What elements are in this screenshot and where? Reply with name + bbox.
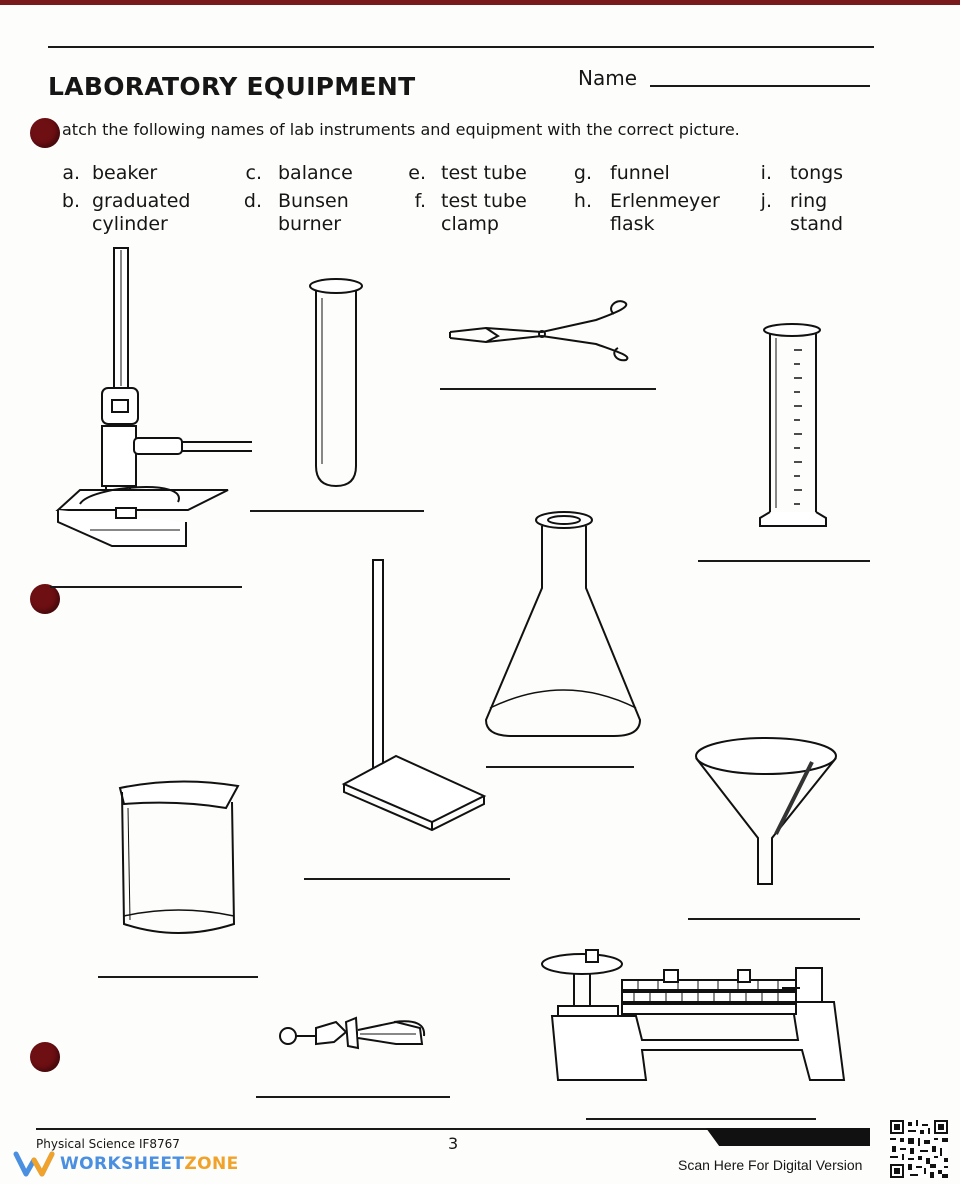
- option-text: funnel: [610, 162, 670, 184]
- hole-punch-bottom: [30, 1042, 60, 1072]
- answer-line[interactable]: [98, 976, 258, 978]
- option-letter: e.: [408, 162, 426, 184]
- answer-line[interactable]: [440, 388, 656, 390]
- ring-stand-figure: [336, 556, 490, 856]
- top-edge: [0, 0, 960, 5]
- brand-name: [60, 1154, 239, 1174]
- answer-line[interactable]: [486, 766, 634, 768]
- option-text: graduated cylinder: [92, 190, 191, 235]
- option-b: [56, 190, 191, 235]
- page-title: LABORATORY EQUIPMENT: [48, 72, 416, 101]
- answer-line[interactable]: [698, 560, 870, 562]
- test-tube-clamp-figure: [276, 1008, 430, 1056]
- option-text: beaker: [92, 162, 158, 184]
- option-letter: b.: [61, 190, 80, 212]
- option-c: [240, 162, 353, 185]
- option-letter: j.: [760, 190, 772, 212]
- option-j: [756, 190, 844, 235]
- answer-line[interactable]: [688, 918, 860, 920]
- option-text: balance: [278, 162, 353, 184]
- option-a: [56, 162, 158, 185]
- option-f: [404, 190, 527, 235]
- answer-line[interactable]: [304, 878, 510, 880]
- option-letter: f.: [414, 190, 426, 212]
- option-text: test tube: [441, 162, 527, 184]
- top-rule: [48, 46, 874, 48]
- option-letter: c.: [245, 162, 262, 184]
- name-label: Name: [578, 66, 638, 90]
- source-label: Physical Science IF8767: [36, 1137, 180, 1151]
- brand-part-2: ZONE: [184, 1154, 239, 1174]
- bunsen-burner-figure: [50, 240, 260, 560]
- balance-figure: [538, 940, 848, 1088]
- footer-bar: [706, 1128, 870, 1146]
- test-tube-figure: [306, 276, 366, 490]
- answer-line[interactable]: [256, 1096, 450, 1098]
- worksheetzone-logo-icon: [14, 1150, 54, 1178]
- brand-part-1: WORKSHEET: [60, 1154, 185, 1174]
- graduated-cylinder-figure: [756, 322, 832, 534]
- funnel-figure: [692, 734, 842, 888]
- option-text: tongs: [790, 162, 844, 184]
- scan-text: Scan Here For Digital Version: [678, 1157, 863, 1173]
- option-text: Bunsen burner: [278, 190, 349, 235]
- option-letter: i.: [760, 162, 772, 184]
- page-number: 3: [448, 1134, 459, 1153]
- name-blank[interactable]: [650, 85, 870, 87]
- answer-line[interactable]: [250, 510, 424, 512]
- beaker-figure: [114, 774, 244, 942]
- option-g: [570, 162, 670, 185]
- option-i: [756, 162, 844, 185]
- tongs-figure: [446, 296, 642, 362]
- option-letter: g.: [573, 162, 592, 184]
- option-d: [240, 190, 349, 235]
- option-letter: d.: [243, 190, 262, 212]
- option-text: test tube clamp: [441, 190, 527, 235]
- answer-line[interactable]: [586, 1118, 816, 1120]
- erlenmeyer-flask-figure: [482, 508, 644, 742]
- option-letter: a.: [62, 162, 80, 184]
- option-text: Erlenmeyer flask: [610, 190, 720, 235]
- answer-line[interactable]: [50, 586, 242, 588]
- option-e: [404, 162, 527, 185]
- instructions: atch the following names of lab instruments and equipment with the correct picture.: [62, 120, 740, 139]
- option-letter: h.: [573, 190, 592, 212]
- hole-punch-top: [30, 118, 60, 148]
- qr-code-icon[interactable]: [890, 1120, 948, 1178]
- hole-punch-middle: [30, 584, 60, 614]
- option-text: ring stand: [790, 190, 844, 235]
- option-h: [570, 190, 720, 235]
